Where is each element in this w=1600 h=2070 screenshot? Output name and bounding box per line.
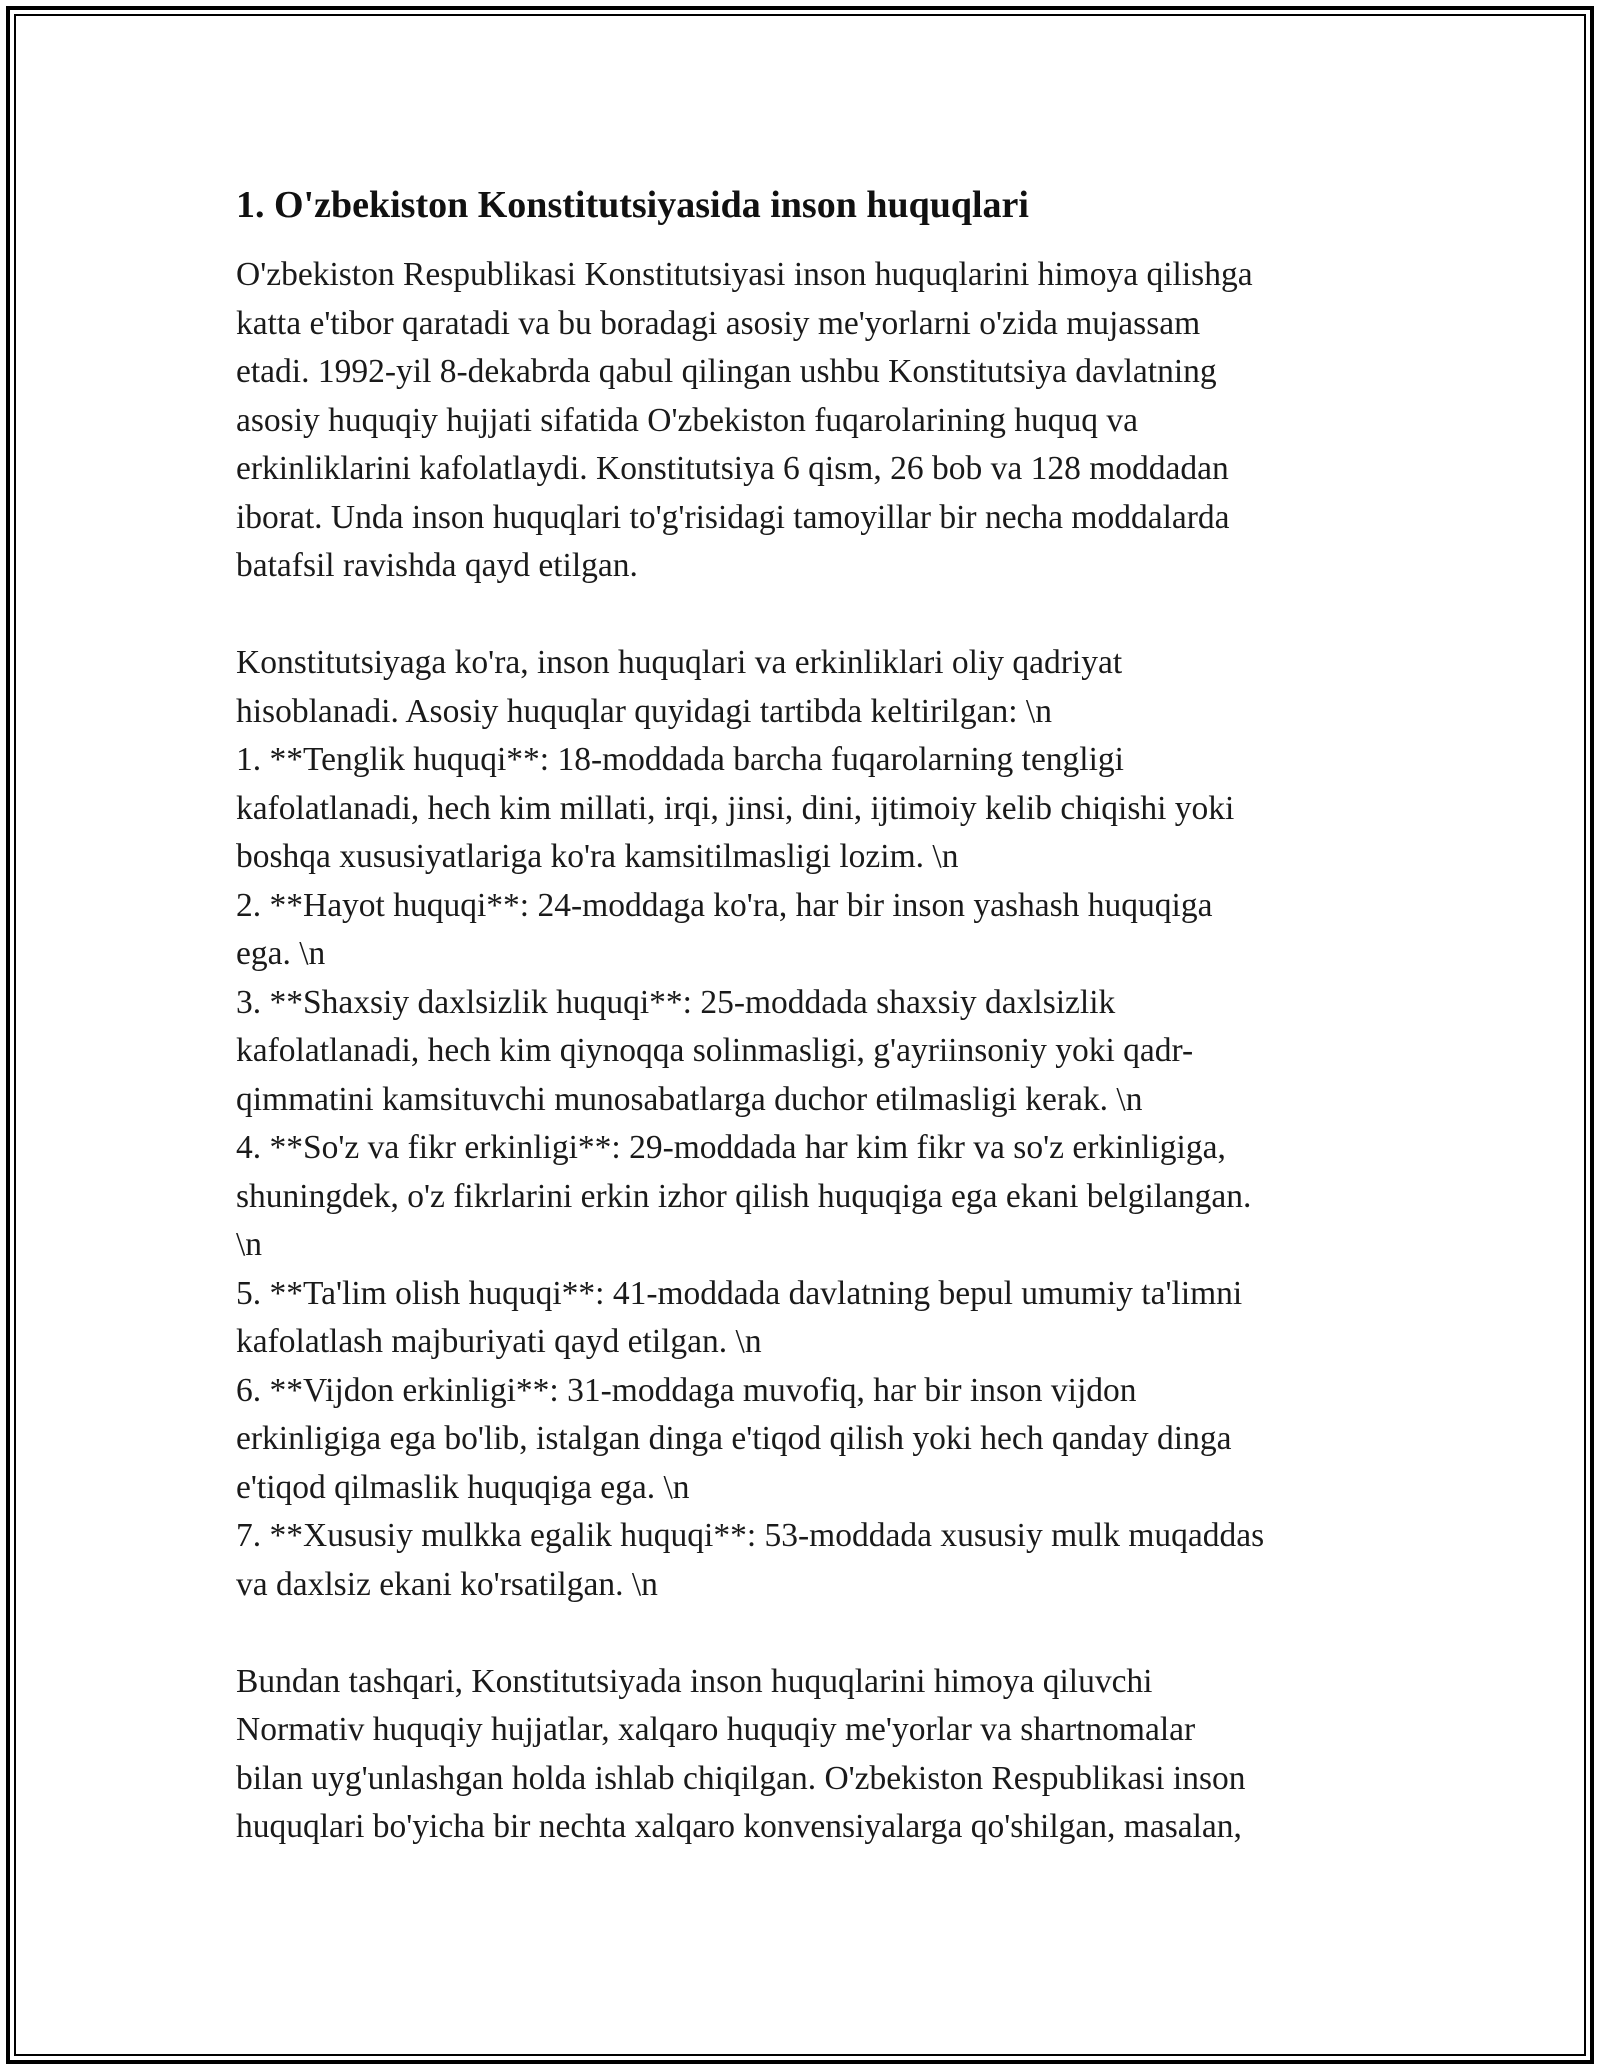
paragraph-conclusion xyxy=(236,1658,1376,1852)
text-line: 3. **Shaxsiy daxlsizlik huquqi**: 25-moddada shaxsiy daxlsizlik xyxy=(236,983,1116,1021)
text-line: hisoblanadi. Asosiy huquqlar quyidagi tartibda keltirilgan: \n xyxy=(236,692,1052,730)
text-line: kafolatlanadi, hech kim qiynoqqa solinmasligi, g'ayriinsoniy yoki qadr- xyxy=(236,1032,1194,1070)
text-line: huquqlari bo'yicha bir nechta xalqaro konvensiyalarga qo'shilgan, masalan, xyxy=(236,1808,1242,1846)
paragraph-gap xyxy=(236,1609,1376,1658)
text-line: va daxlsiz ekani ko'rsatilgan. \n xyxy=(236,1565,658,1603)
text-line: Normativ huquqiy hujjatlar, xalqaro huquqiy me'yorlar va shartnomalar xyxy=(236,1711,1196,1749)
text-line: qimmatini kamsituvchi munosabatlarga duchor etilmasligi kerak. \n xyxy=(236,1080,1143,1118)
text-line: Bundan tashqari, Konstitutsiyada inson huquqlarini himoya qiluvchi xyxy=(236,1662,1153,1700)
paragraph-rights-list xyxy=(236,639,1376,1609)
text-line: asosiy huquqiy hujjati sifatida O'zbekiston fuqarolarining huquq va xyxy=(236,401,1138,439)
text-line: etadi. 1992-yil 8-dekabrda qabul qilingan ushbu Konstitutsiya davlatning xyxy=(236,353,1217,391)
text-line: kafolatlanadi, hech kim millati, irqi, jinsi, dini, ijtimoiy kelib chiqishi yoki xyxy=(236,789,1235,827)
text-line: iborat. Unda inson huquqlari to'g'risidagi tamoyillar bir necha moddalarda xyxy=(236,498,1230,536)
text-line: 1. **Tenglik huquqi**: 18-moddada barcha fuqarolarning tengligi xyxy=(236,741,1124,779)
text-line: Konstitutsiyaga ko'ra, inson huquqlari va erkinliklari oliy qadriyat xyxy=(236,644,1123,682)
text-line: O'zbekiston Respublikasi Konstitutsiyasi inson huquqlarini himoya qilishga xyxy=(236,256,1253,294)
text-line: 4. **So'z va fikr erkinligi**: 29-moddada har kim fikr va so'z erkinligiga, xyxy=(236,1129,1226,1167)
text-line: katta e'tibor qaratadi va bu boradagi asosiy me'yorlarni o'zida mujassam xyxy=(236,304,1201,342)
paragraph-intro xyxy=(236,251,1376,591)
text-line: ega. \n xyxy=(236,935,326,973)
text-line: boshqa xususiyatlariga ko'ra kamsitilmasligi lozim. \n xyxy=(236,838,959,876)
text-line: erkinligiga ega bo'lib, istalgan dinga e'tiqod qilish yoki hech qanday dinga xyxy=(236,1420,1232,1458)
text-line: bilan uyg'unlashgan holda ishlab chiqilgan. O'zbekiston Respublikasi inson xyxy=(236,1759,1246,1797)
text-line: e'tiqod qilmaslik huquqiga ega. \n xyxy=(236,1468,690,1506)
section-heading: 1. O'zbekiston Konstitutsiyasida inson huquqlari xyxy=(236,184,1029,226)
paragraph-gap xyxy=(236,591,1376,640)
text-line: kafolatlash majburiyati qayd etilgan. \n xyxy=(236,1323,762,1361)
text-line: 6. **Vijdon erkinligi**: 31-moddaga muvofiq, har bir inson vijdon xyxy=(236,1371,1137,1409)
text-line: 2. **Hayot huquqi**: 24-moddaga ko'ra, har bir inson yashash huquqiga xyxy=(236,886,1213,924)
text-line: shuningdek, o'z fikrlarini erkin izhor qilish huquqiga ega ekani belgilangan. xyxy=(236,1177,1252,1215)
text-line: batafsil ravishda qayd etilgan. xyxy=(236,547,638,585)
document-body xyxy=(236,180,1376,1852)
text-line: \n xyxy=(236,1226,263,1264)
text-line: erkinliklarini kafolatlaydi. Konstitutsiya 6 qism, 26 bob va 128 moddadan xyxy=(236,450,1229,488)
text-line: 7. **Xususiy mulkka egalik huquqi**: 53-moddada xususiy mulk muqaddas xyxy=(236,1517,1265,1555)
text-line: 5. **Ta'lim olish huquqi**: 41-moddada davlatning bepul umumiy ta'limni xyxy=(236,1274,1243,1312)
